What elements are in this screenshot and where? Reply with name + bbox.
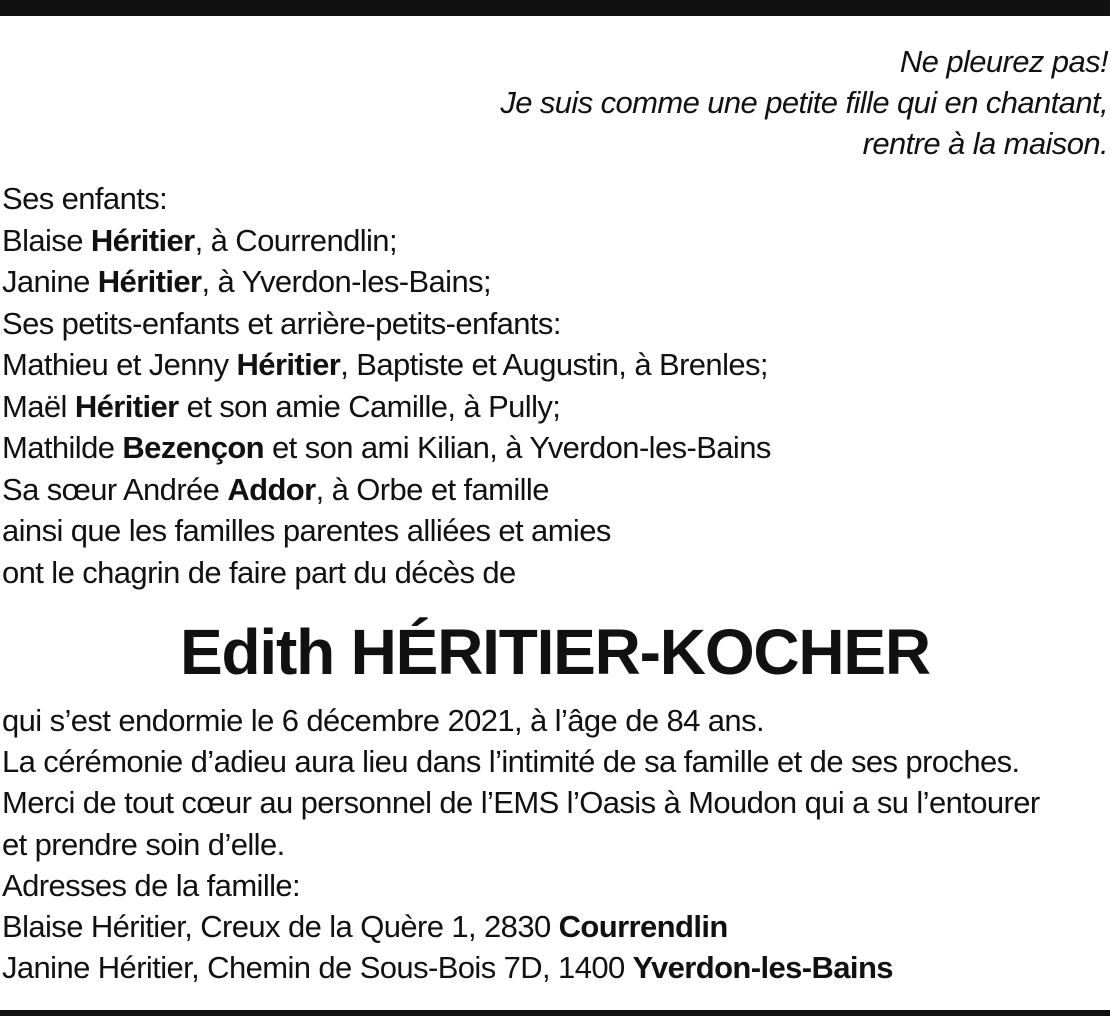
bold-name-segment: Yverdon-les-Bains	[632, 950, 893, 986]
text-line	[2, 261, 1108, 303]
text-segment: , Baptiste et Augustin, à Brenles;	[340, 347, 768, 382]
text-line	[2, 741, 1108, 782]
text-segment: Adresses de la famille:	[2, 867, 301, 903]
poem-line: Ne pleurez pas!	[899, 44, 1108, 79]
notice-details	[2, 700, 1108, 988]
bottom-border-rule	[0, 1010, 1110, 1016]
text-segment: Mathilde	[2, 430, 123, 465]
text-segment: Maël	[2, 388, 75, 424]
text-line	[2, 303, 1108, 345]
text-line	[2, 552, 1108, 594]
text-segment: , à Orbe et famille	[315, 471, 549, 507]
text-line	[2, 220, 1108, 262]
text-segment: Blaise Héritier, Creux de la Quère 1, 2830	[2, 909, 559, 945]
bold-name-segment: Héritier	[74, 388, 179, 424]
text-segment: La cérémonie d’adieu aura lieu dans l’intimité de sa famille et de ses proches.	[2, 744, 1020, 780]
family-announcement	[2, 178, 1108, 593]
bold-name-segment: Addor	[227, 471, 316, 507]
bold-name-segment: Courrendlin	[558, 909, 728, 945]
text-line	[2, 510, 1108, 552]
top-border-rule	[0, 0, 1110, 16]
text-segment: Ses petits-enfants et arrière-petits-enfants:	[2, 305, 561, 341]
text-line	[2, 386, 1108, 428]
text-line	[2, 947, 1108, 988]
text-segment: Janine Héritier, Chemin de Sous-Bois 7D, 1400	[2, 950, 633, 986]
epigraph-poem	[500, 41, 1108, 164]
bold-name-segment: Bezençon	[122, 430, 265, 465]
text-segment: ont le chagrin de faire part du décès de	[2, 554, 516, 590]
bold-name-segment: Héritier	[97, 264, 202, 299]
poem-line: rentre à la maison.	[862, 126, 1108, 161]
text-segment: Mathieu et Jenny	[2, 347, 237, 382]
text-line	[2, 344, 1108, 386]
deceased-name: Edith HÉRITIER-KOCHER	[180, 616, 930, 688]
text-segment: qui s’est endormie le 6 décembre 2021, à l’âge de 84 ans.	[2, 703, 764, 738]
text-line	[2, 469, 1108, 511]
text-segment: et son ami Kilian, à Yverdon-les-Bains	[264, 430, 771, 465]
text-segment: et son amie Camille, à Pully;	[178, 388, 561, 424]
text-line	[2, 178, 1108, 220]
text-segment: Merci de tout cœur au personnel de l’EMS l’Oasis à Moudon qui a su l’entourer	[2, 785, 1040, 821]
text-segment: Ses enfants:	[2, 181, 168, 216]
text-segment: Janine	[2, 264, 98, 299]
text-line	[2, 906, 1108, 947]
text-line	[2, 700, 1108, 741]
text-segment: Blaise	[2, 222, 91, 258]
text-segment: , à Courrendlin;	[194, 222, 397, 258]
bold-name-segment: Héritier	[90, 222, 195, 258]
text-line	[2, 824, 1108, 865]
text-line	[2, 427, 1108, 469]
text-segment: Sa sœur Andrée	[2, 471, 228, 507]
text-segment: ainsi que les familles parentes alliées et amies	[2, 513, 611, 548]
text-line	[2, 782, 1108, 823]
text-segment: , à Yverdon-les-Bains;	[201, 264, 492, 299]
text-segment: et prendre soin d’elle.	[2, 826, 285, 862]
bold-name-segment: Héritier	[236, 347, 341, 382]
text-line	[2, 865, 1108, 906]
poem-line: Je suis comme une petite fille qui en chantant,	[500, 85, 1108, 120]
